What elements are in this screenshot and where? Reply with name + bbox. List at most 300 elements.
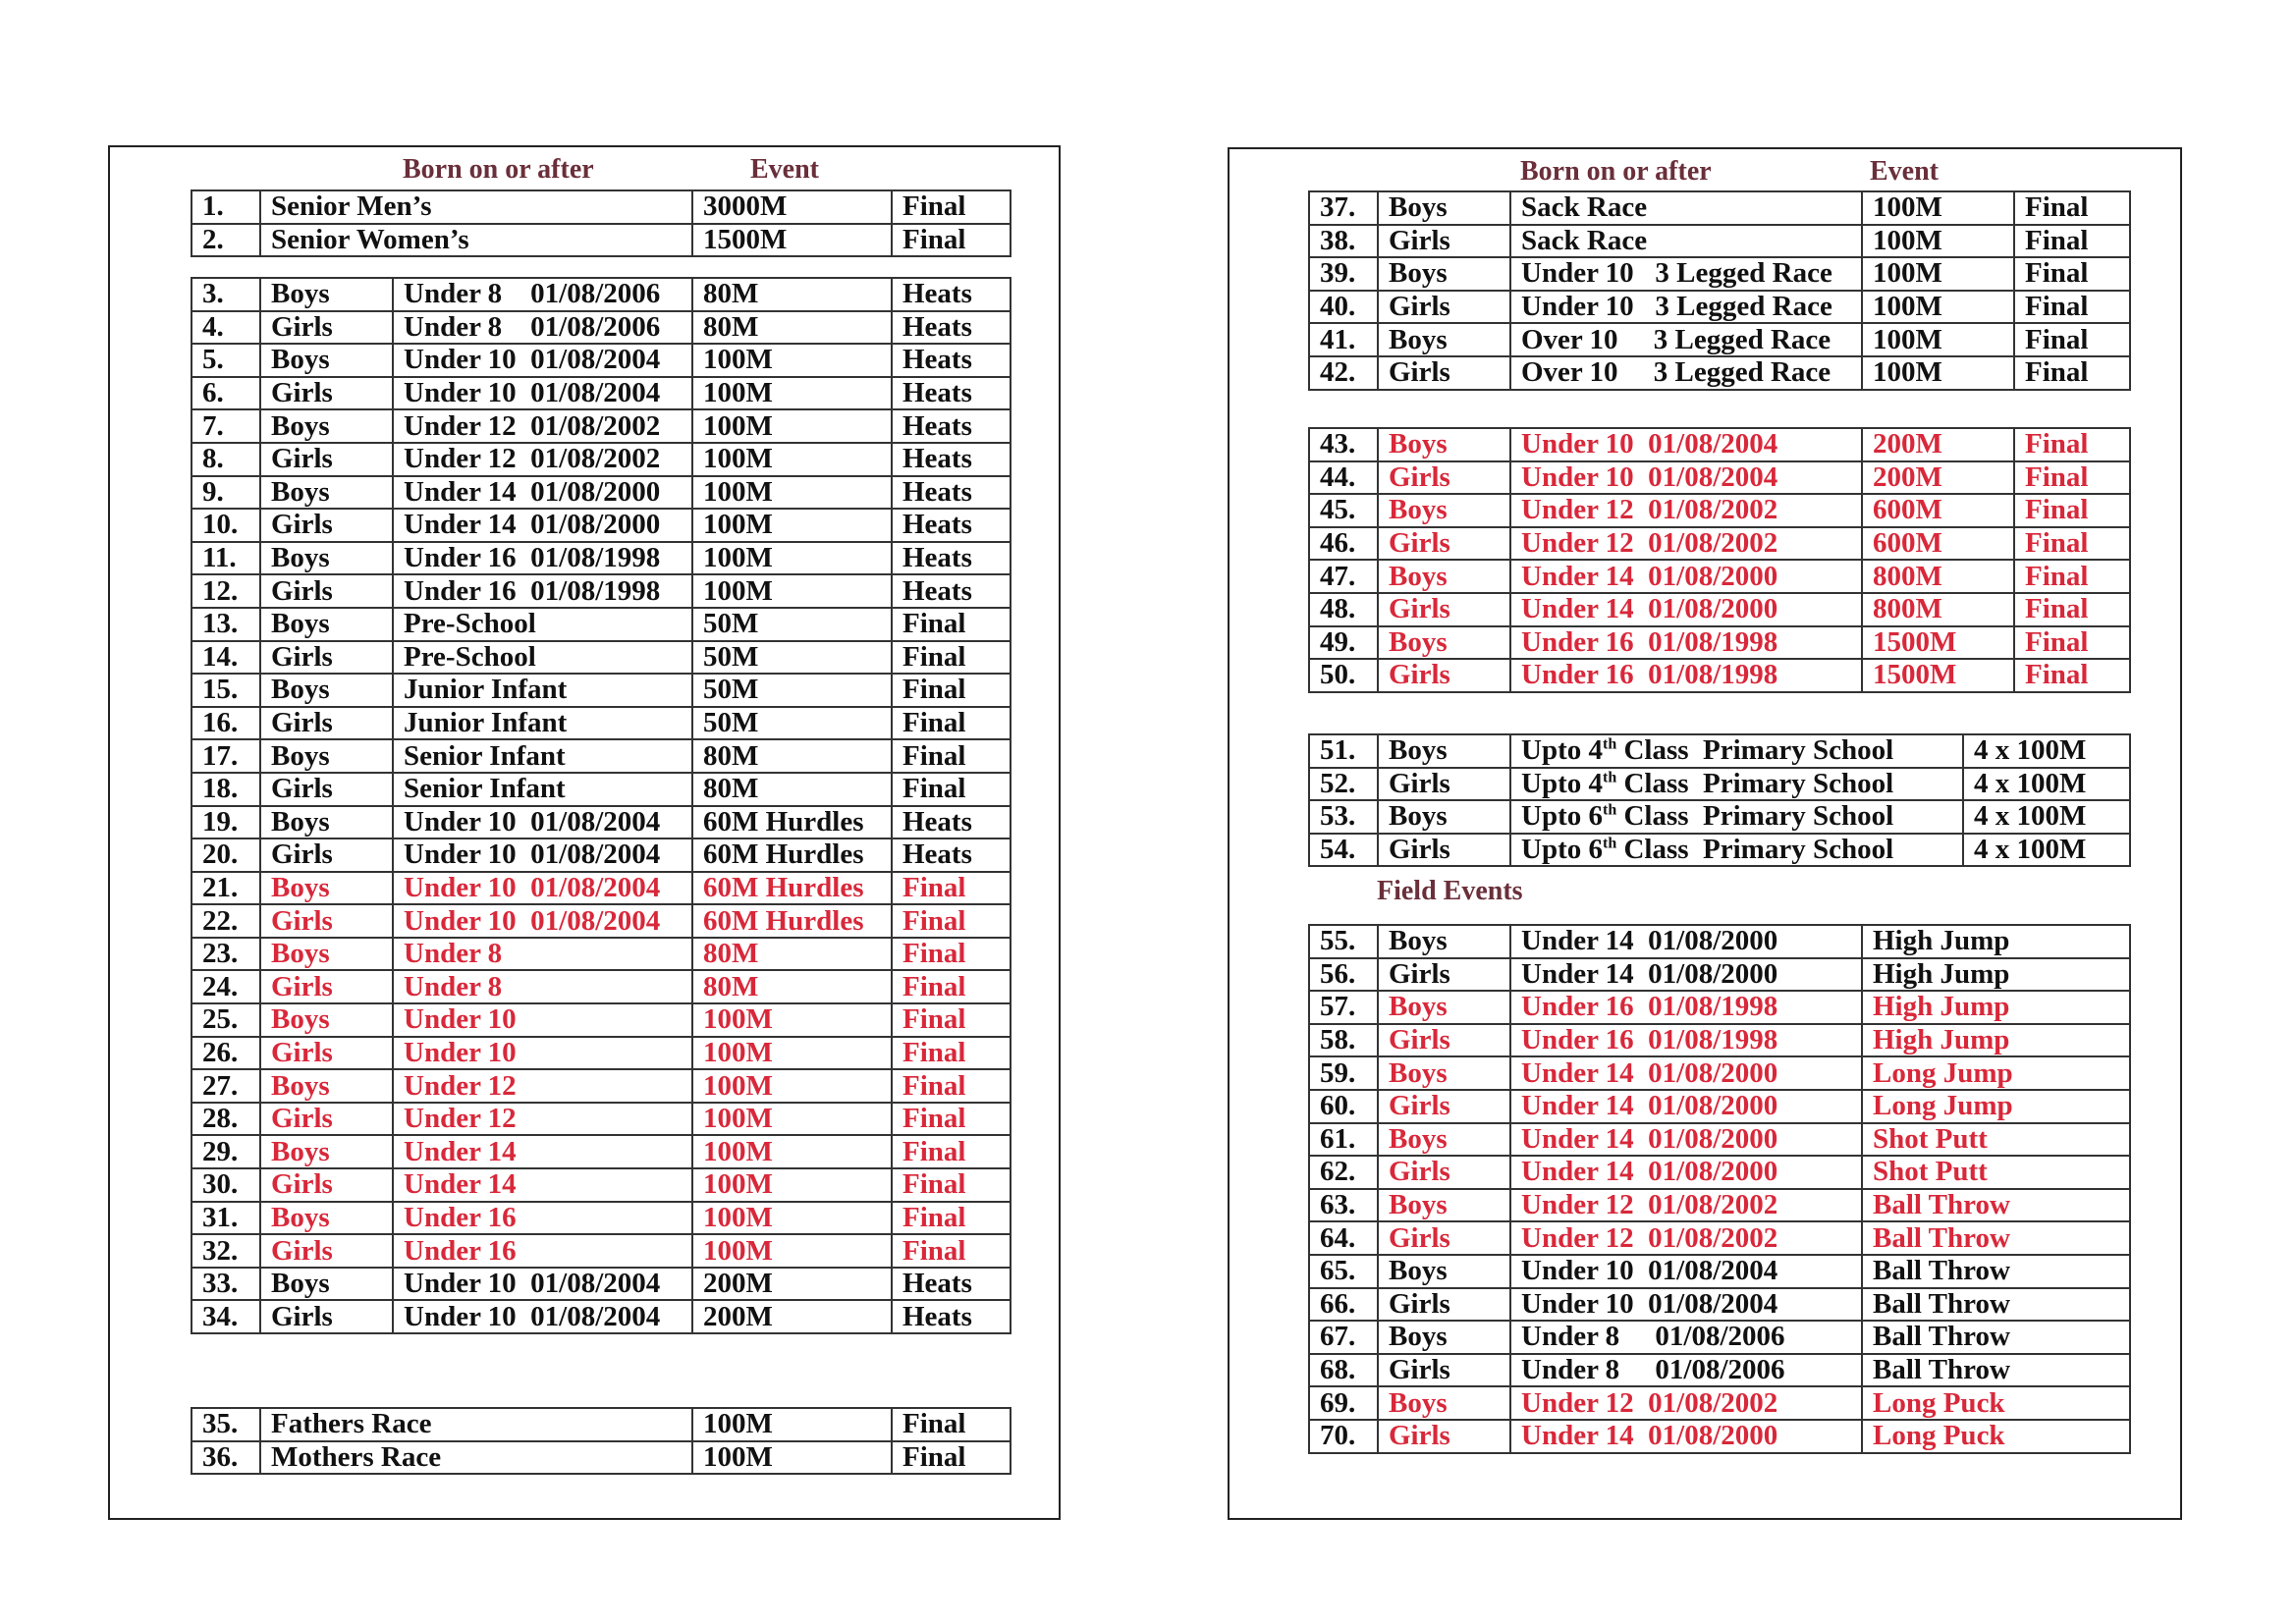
- row-number: 36.: [191, 1441, 260, 1475]
- row-number: 8.: [191, 443, 260, 476]
- table-row: [1309, 1420, 2130, 1453]
- stage-cell: Final: [2014, 593, 2130, 626]
- track-events-table: [191, 277, 1011, 1334]
- table-row: [191, 1135, 1011, 1168]
- parents-races-table: [191, 1407, 1011, 1475]
- ordinal-suffix: th: [1602, 769, 1617, 786]
- race-name: Senior Men’s: [260, 190, 692, 224]
- table-row: [1309, 800, 2130, 834]
- stage-cell: Final: [892, 904, 1011, 938]
- table-row: [1309, 1056, 2130, 1090]
- row-number: 59.: [1309, 1056, 1378, 1090]
- stage-cell: Final: [2014, 461, 2130, 495]
- event-cell: High Jump: [1862, 958, 2130, 992]
- born-after-cell: Under 16: [393, 1202, 692, 1235]
- gender-cell: Boys: [260, 409, 393, 443]
- born-after-cell: Under 14 01/08/2000: [1510, 958, 1862, 992]
- gender-cell: Boys: [260, 1135, 393, 1168]
- stage-cell: Final: [892, 1441, 1011, 1475]
- event-cell: 60M Hurdles: [692, 839, 892, 872]
- born-after-cell: Under 8 01/08/2006: [393, 311, 692, 345]
- table-row: [191, 970, 1011, 1003]
- born-after-cell: Under 12 01/08/2002: [393, 409, 692, 443]
- class-prefix: Upto 6: [1521, 800, 1603, 833]
- gender-cell: Boys: [260, 674, 393, 707]
- table-row: [1309, 1221, 2130, 1255]
- class-prefix: Upto 4: [1521, 767, 1603, 799]
- table-row: [1309, 191, 2130, 225]
- event-cell: 100M: [1862, 323, 2014, 356]
- table-row: [1309, 494, 2130, 527]
- row-number: 2.: [191, 224, 260, 257]
- row-number: 27.: [191, 1069, 260, 1103]
- stage-cell: Final: [892, 190, 1011, 224]
- event-cell: 80M: [692, 773, 892, 806]
- gender-cell: Girls: [260, 773, 393, 806]
- table-row: [191, 641, 1011, 675]
- table-row: [191, 1103, 1011, 1136]
- event-header: Event: [750, 154, 819, 185]
- gender-cell: Boys: [260, 938, 393, 971]
- gender-cell: Boys: [1378, 734, 1510, 768]
- gender-cell: Girls: [1378, 461, 1510, 495]
- event-cell: 100M: [692, 1202, 892, 1235]
- right-schedule-page: [1228, 147, 2182, 1520]
- event-cell: 100M: [692, 1003, 892, 1037]
- novelty-races-table: [1308, 190, 2131, 391]
- event-cell: 100M: [692, 1135, 892, 1168]
- stage-cell: Heats: [892, 542, 1011, 575]
- stage-cell: Heats: [892, 509, 1011, 542]
- row-number: 23.: [191, 938, 260, 971]
- table-row: [1309, 560, 2130, 593]
- row-number: 31.: [191, 1202, 260, 1235]
- table-row: [1309, 1024, 2130, 1057]
- field-events-title: Field Events: [1377, 876, 1523, 906]
- table-row: [191, 1268, 1011, 1301]
- table-row: [191, 1003, 1011, 1037]
- born-after-cell: Under 12: [393, 1103, 692, 1136]
- event-cell: 100M: [692, 1069, 892, 1103]
- race-name: Fathers Race: [260, 1408, 692, 1441]
- event-cell: 80M: [692, 278, 892, 311]
- stage-cell: Heats: [892, 1300, 1011, 1333]
- born-after-cell: Under 14: [393, 1168, 692, 1202]
- gender-cell: Girls: [1378, 1221, 1510, 1255]
- stage-cell: Final: [892, 707, 1011, 740]
- table-row: [191, 739, 1011, 773]
- gender-cell: Girls: [260, 904, 393, 938]
- gender-cell: Boys: [1378, 1189, 1510, 1222]
- stage-cell: Final: [2014, 257, 2130, 291]
- born-after-cell: Under 12 01/08/2002: [1510, 527, 1862, 561]
- stage-cell: Final: [892, 773, 1011, 806]
- table-row: [1309, 225, 2130, 258]
- gender-cell: Boys: [260, 739, 393, 773]
- stage-cell: Final: [2014, 191, 2130, 225]
- born-after-cell: Under 10 01/08/2004: [393, 872, 692, 905]
- born-after-cell: Under 14 01/08/2000: [1510, 1420, 1862, 1453]
- stage-cell: Final: [2014, 428, 2130, 461]
- table-row: [191, 806, 1011, 839]
- table-row: [191, 773, 1011, 806]
- race-cell: Over 10 3 Legged Race: [1510, 323, 1862, 356]
- table-row: [191, 839, 1011, 872]
- table-row: [1309, 1321, 2130, 1354]
- table-row: [191, 674, 1011, 707]
- gender-cell: Boys: [260, 806, 393, 839]
- gender-cell: Boys: [260, 344, 393, 377]
- born-after-cell: Under 16 01/08/1998: [1510, 1024, 1862, 1057]
- stage-cell: Final: [892, 1103, 1011, 1136]
- row-number: 39.: [1309, 257, 1378, 291]
- stage-cell: Final: [892, 608, 1011, 641]
- table-row: [1309, 1189, 2130, 1222]
- row-number: 37.: [1309, 191, 1378, 225]
- table-row: [191, 311, 1011, 345]
- born-after-cell: Under 8 01/08/2006: [1510, 1321, 1862, 1354]
- stage-cell: Final: [2014, 291, 2130, 324]
- event-cell: Shot Putt: [1862, 1156, 2130, 1189]
- table-row: [191, 574, 1011, 608]
- born-after-cell: Under 10 01/08/2004: [1510, 1288, 1862, 1322]
- gender-cell: Girls: [1378, 356, 1510, 390]
- row-number: 7.: [191, 409, 260, 443]
- class-level-cell: [1510, 734, 1963, 768]
- senior-races-table: [191, 189, 1011, 257]
- gender-cell: Boys: [260, 608, 393, 641]
- row-number: 64.: [1309, 1221, 1378, 1255]
- row-number: 15.: [191, 674, 260, 707]
- gender-cell: Boys: [260, 1003, 393, 1037]
- event-cell: Ball Throw: [1862, 1255, 2130, 1288]
- table-row: [191, 190, 1011, 224]
- table-row: [1309, 1288, 2130, 1322]
- row-number: 43.: [1309, 428, 1378, 461]
- stage-cell: Heats: [892, 806, 1011, 839]
- gender-cell: Girls: [260, 1103, 393, 1136]
- stage-cell: Heats: [892, 1268, 1011, 1301]
- born-after-cell: Under 10 01/08/2004: [393, 904, 692, 938]
- table-row: [191, 872, 1011, 905]
- table-row: [1309, 323, 2130, 356]
- born-after-cell: Under 16 01/08/1998: [1510, 991, 1862, 1024]
- event-cell: Shot Putt: [1862, 1123, 2130, 1157]
- row-number: 12.: [191, 574, 260, 608]
- event-cell: 50M: [692, 707, 892, 740]
- event-cell: 100M: [692, 542, 892, 575]
- stage-cell: Final: [2014, 225, 2130, 258]
- event-cell: Ball Throw: [1862, 1288, 2130, 1322]
- gender-cell: Boys: [1378, 323, 1510, 356]
- stage-cell: Final: [2014, 659, 2130, 692]
- row-number: 18.: [191, 773, 260, 806]
- gender-cell: Girls: [260, 839, 393, 872]
- row-number: 33.: [191, 1268, 260, 1301]
- event-cell: 80M: [692, 970, 892, 1003]
- born-after-cell: Under 8: [393, 970, 692, 1003]
- row-number: 20.: [191, 839, 260, 872]
- gender-cell: Girls: [1378, 834, 1510, 867]
- stage-cell: Final: [2014, 560, 2130, 593]
- born-after-cell: Under 10 01/08/2004: [393, 344, 692, 377]
- gender-cell: Girls: [1378, 527, 1510, 561]
- born-after-cell: Under 14 01/08/2000: [393, 476, 692, 510]
- event-cell: 60M Hurdles: [692, 904, 892, 938]
- gender-cell: Girls: [260, 377, 393, 410]
- stage-cell: Final: [892, 224, 1011, 257]
- gender-cell: Boys: [260, 476, 393, 510]
- table-row: [191, 1234, 1011, 1268]
- gender-cell: Boys: [1378, 1056, 1510, 1090]
- event-cell: 100M: [692, 1037, 892, 1070]
- class-suffix: Class Primary School: [1616, 767, 1894, 799]
- row-number: 66.: [1309, 1288, 1378, 1322]
- table-row: [191, 409, 1011, 443]
- event-cell: 200M: [1862, 461, 2014, 495]
- gender-cell: Boys: [1378, 428, 1510, 461]
- event-cell: 200M: [1862, 428, 2014, 461]
- row-number: 14.: [191, 641, 260, 675]
- table-row: [1309, 925, 2130, 958]
- class-suffix: Class Primary School: [1616, 734, 1894, 767]
- gender-cell: Boys: [1378, 626, 1510, 660]
- event-cell: Long Jump: [1862, 1056, 2130, 1090]
- row-number: 61.: [1309, 1123, 1378, 1157]
- row-number: 56.: [1309, 958, 1378, 992]
- gender-cell: Boys: [260, 542, 393, 575]
- stage-cell: Final: [892, 1037, 1011, 1070]
- event-cell: 100M: [692, 377, 892, 410]
- table-row: [191, 542, 1011, 575]
- row-number: 67.: [1309, 1321, 1378, 1354]
- row-number: 24.: [191, 970, 260, 1003]
- gender-cell: Girls: [260, 1168, 393, 1202]
- table-row: [1309, 593, 2130, 626]
- stage-cell: Final: [2014, 323, 2130, 356]
- race-cell: Under 10 3 Legged Race: [1510, 291, 1862, 324]
- born-after-cell: Senior Infant: [393, 773, 692, 806]
- stage-cell: Final: [892, 1003, 1011, 1037]
- table-row: [1309, 958, 2130, 992]
- gender-cell: Girls: [1378, 958, 1510, 992]
- event-cell: 4 x 100M: [1963, 834, 2130, 867]
- row-number: 6.: [191, 377, 260, 410]
- left-schedule-page: [108, 145, 1061, 1520]
- born-after-cell: Under 14 01/08/2000: [1510, 593, 1862, 626]
- born-after-cell: Under 10 01/08/2004: [393, 806, 692, 839]
- born-after-cell: Under 8 01/08/2006: [1510, 1354, 1862, 1387]
- table-row: [191, 707, 1011, 740]
- event-cell: High Jump: [1862, 991, 2130, 1024]
- gender-cell: Girls: [260, 574, 393, 608]
- born-after-cell: Under 16 01/08/1998: [393, 574, 692, 608]
- gender-cell: Girls: [260, 443, 393, 476]
- table-row: [1309, 1354, 2130, 1387]
- event-cell: 1500M: [692, 224, 892, 257]
- stage-cell: Heats: [892, 443, 1011, 476]
- event-cell: Long Jump: [1862, 1090, 2130, 1123]
- gender-cell: Boys: [1378, 191, 1510, 225]
- gender-cell: Girls: [260, 641, 393, 675]
- row-number: 34.: [191, 1300, 260, 1333]
- born-after-cell: Junior Infant: [393, 707, 692, 740]
- table-row: [1309, 626, 2130, 660]
- event-cell: 4 x 100M: [1963, 800, 2130, 834]
- row-number: 3.: [191, 278, 260, 311]
- table-row: [1309, 1090, 2130, 1123]
- row-number: 45.: [1309, 494, 1378, 527]
- event-cell: 800M: [1862, 593, 2014, 626]
- born-after-cell: Under 16 01/08/1998: [1510, 659, 1862, 692]
- event-cell: 100M: [1862, 356, 2014, 390]
- event-cell: 80M: [692, 739, 892, 773]
- row-number: 17.: [191, 739, 260, 773]
- stage-cell: Heats: [892, 278, 1011, 311]
- table-row: [191, 377, 1011, 410]
- born-after-cell: Under 10 01/08/2004: [1510, 428, 1862, 461]
- row-number: 10.: [191, 509, 260, 542]
- event-cell: Ball Throw: [1862, 1321, 2130, 1354]
- gender-cell: Girls: [260, 1300, 393, 1333]
- stage-cell: Heats: [892, 574, 1011, 608]
- stage-cell: Heats: [892, 409, 1011, 443]
- race-cell: Sack Race: [1510, 191, 1862, 225]
- row-number: 57.: [1309, 991, 1378, 1024]
- row-number: 29.: [191, 1135, 260, 1168]
- stage-cell: Heats: [892, 311, 1011, 345]
- row-number: 28.: [191, 1103, 260, 1136]
- table-row: [1309, 734, 2130, 768]
- row-number: 35.: [191, 1408, 260, 1441]
- born-after-cell: Under 12 01/08/2002: [1510, 1386, 1862, 1420]
- table-row: [191, 1408, 1011, 1441]
- table-row: [191, 278, 1011, 311]
- event-cell: 60M Hurdles: [692, 806, 892, 839]
- row-number: 58.: [1309, 1024, 1378, 1057]
- stage-cell: Heats: [892, 839, 1011, 872]
- born-after-cell: Under 8: [393, 938, 692, 971]
- gender-cell: Girls: [260, 707, 393, 740]
- event-cell: 600M: [1862, 494, 2014, 527]
- row-number: 1.: [191, 190, 260, 224]
- row-number: 9.: [191, 476, 260, 510]
- gender-cell: Girls: [1378, 1090, 1510, 1123]
- event-cell: High Jump: [1862, 1024, 2130, 1057]
- stage-cell: Final: [892, 938, 1011, 971]
- born-after-cell: Under 10 01/08/2004: [393, 1300, 692, 1333]
- table-row: [1309, 768, 2130, 801]
- table-row: [191, 608, 1011, 641]
- born-after-cell: Pre-School: [393, 608, 692, 641]
- gender-cell: Girls: [260, 509, 393, 542]
- ordinal-suffix: th: [1602, 801, 1617, 819]
- gender-cell: Boys: [260, 1069, 393, 1103]
- event-cell: 100M: [1862, 291, 2014, 324]
- born-on-or-after-header: Born on or after: [403, 154, 594, 185]
- row-number: 65.: [1309, 1255, 1378, 1288]
- event-header: Event: [1870, 156, 1939, 187]
- ordinal-suffix: th: [1602, 835, 1617, 852]
- event-cell: 100M: [692, 1168, 892, 1202]
- stage-cell: Final: [892, 970, 1011, 1003]
- event-cell: Long Puck: [1862, 1420, 2130, 1453]
- event-cell: 80M: [692, 311, 892, 345]
- gender-cell: Girls: [1378, 1288, 1510, 1322]
- born-after-cell: Under 14 01/08/2000: [1510, 1090, 1862, 1123]
- event-cell: 1500M: [1862, 626, 2014, 660]
- row-number: 22.: [191, 904, 260, 938]
- gender-cell: Boys: [1378, 560, 1510, 593]
- stage-cell: Final: [892, 1234, 1011, 1268]
- event-cell: 50M: [692, 641, 892, 675]
- event-cell: 600M: [1862, 527, 2014, 561]
- event-cell: 1500M: [1862, 659, 2014, 692]
- event-cell: 50M: [692, 608, 892, 641]
- row-number: 69.: [1309, 1386, 1378, 1420]
- born-after-cell: Under 16 01/08/1998: [393, 542, 692, 575]
- class-prefix: Upto 4: [1521, 734, 1603, 767]
- race-name: Senior Women’s: [260, 224, 692, 257]
- class-suffix: Class Primary School: [1616, 834, 1894, 866]
- born-after-cell: Under 10 01/08/2004: [393, 1268, 692, 1301]
- born-after-cell: Under 16: [393, 1234, 692, 1268]
- row-number: 47.: [1309, 560, 1378, 593]
- table-row: [191, 224, 1011, 257]
- table-row: [191, 1168, 1011, 1202]
- event-cell: Ball Throw: [1862, 1354, 2130, 1387]
- row-number: 60.: [1309, 1090, 1378, 1123]
- event-cell: 200M: [692, 1268, 892, 1301]
- table-row: [191, 509, 1011, 542]
- table-row: [191, 1037, 1011, 1070]
- stage-cell: Heats: [892, 344, 1011, 377]
- row-number: 62.: [1309, 1156, 1378, 1189]
- born-after-cell: Junior Infant: [393, 674, 692, 707]
- born-after-cell: Pre-School: [393, 641, 692, 675]
- stage-cell: Final: [2014, 527, 2130, 561]
- row-number: 30.: [191, 1168, 260, 1202]
- born-after-cell: Under 14 01/08/2000: [1510, 1123, 1862, 1157]
- stage-cell: Final: [892, 1168, 1011, 1202]
- gender-cell: Boys: [1378, 925, 1510, 958]
- born-after-cell: Under 10 01/08/2004: [393, 377, 692, 410]
- born-after-cell: Under 12 01/08/2002: [393, 443, 692, 476]
- born-after-cell: Under 10: [393, 1003, 692, 1037]
- row-number: 38.: [1309, 225, 1378, 258]
- table-row: [191, 1202, 1011, 1235]
- gender-cell: Girls: [260, 1234, 393, 1268]
- stage-cell: Final: [892, 1202, 1011, 1235]
- row-number: 50.: [1309, 659, 1378, 692]
- row-number: 63.: [1309, 1189, 1378, 1222]
- gender-cell: Boys: [260, 1268, 393, 1301]
- table-row: [1309, 356, 2130, 390]
- gender-cell: Boys: [1378, 257, 1510, 291]
- event-cell: Long Puck: [1862, 1386, 2130, 1420]
- class-suffix: Class Primary School: [1616, 800, 1894, 833]
- event-cell: 100M: [692, 344, 892, 377]
- stage-cell: Final: [892, 1408, 1011, 1441]
- gender-cell: Boys: [260, 1202, 393, 1235]
- row-number: 70.: [1309, 1420, 1378, 1453]
- row-number: 11.: [191, 542, 260, 575]
- row-number: 54.: [1309, 834, 1378, 867]
- born-after-cell: Under 12: [393, 1069, 692, 1103]
- gender-cell: Girls: [1378, 1156, 1510, 1189]
- race-cell: Sack Race: [1510, 225, 1862, 258]
- row-number: 4.: [191, 311, 260, 345]
